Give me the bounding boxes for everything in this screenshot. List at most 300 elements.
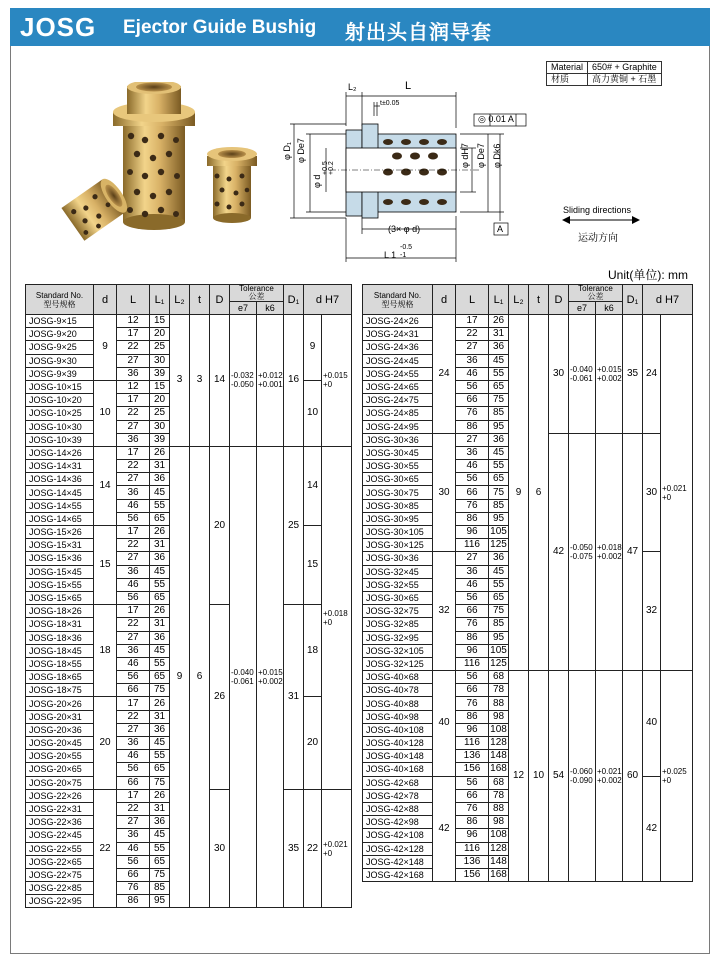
standard-no: JOSG-42×98 — [363, 816, 433, 829]
standard-no: JOSG-32×45 — [363, 565, 433, 578]
standard-no: JOSG-10×39 — [26, 433, 94, 446]
cell-dH7: 14 — [304, 446, 322, 525]
cell-L: 46 — [117, 750, 150, 763]
cell-L1: 128 — [490, 842, 507, 854]
cell-L: 46 — [117, 499, 150, 512]
cell-L1: 55 — [150, 750, 170, 763]
cell-L: 36 — [117, 367, 150, 380]
cell-L: 36 — [117, 486, 150, 499]
standard-no: JOSG-18×31 — [26, 618, 94, 631]
cell-L1: 85 — [489, 407, 509, 420]
dim-De7-right: φ De7 — [476, 143, 486, 168]
col-D1: D₁ — [284, 285, 304, 315]
standard-no: JOSG-42×108 — [363, 829, 433, 842]
standard-no: JOSG-9×30 — [26, 354, 94, 367]
cell-L1: 36 — [489, 341, 509, 354]
cell-dH7: 32 — [643, 552, 661, 671]
cell-L1: 75 — [150, 776, 170, 789]
cell-k6-lower: +0.002 — [597, 373, 622, 383]
cell-L: 56 — [456, 473, 489, 486]
cell-L: 136 — [456, 750, 489, 763]
technical-drawing — [280, 76, 540, 266]
col-e7: e7 — [569, 302, 596, 315]
cell-L1: 26 — [150, 605, 170, 618]
cell-dH7: 42 — [643, 776, 661, 882]
standard-no: JOSG-18×45 — [26, 644, 94, 657]
cell-L: 86 — [456, 420, 489, 433]
cell-e7-lower: -0.061 — [231, 677, 254, 687]
title-english: Ejector Guide Bushig — [123, 17, 317, 38]
cell-L1: 95 — [489, 420, 509, 433]
cell-fit-upper: +0.025 — [662, 767, 687, 777]
cell-L1: 168 — [490, 868, 507, 880]
cell-L1: 125 — [490, 539, 507, 551]
standard-no: JOSG-40×108 — [363, 723, 433, 736]
cell-L: 17 — [456, 315, 489, 328]
cell-D: 26 — [210, 605, 230, 790]
standard-no: JOSG-22×36 — [26, 816, 94, 829]
standard-no: JOSG-18×55 — [26, 657, 94, 670]
col-D: D — [210, 285, 230, 315]
cell-e7-lower: -0.050 — [231, 380, 254, 390]
cell-L: 36 — [456, 565, 489, 578]
standard-no: JOSG-10×20 — [26, 394, 94, 407]
cell-L1: 78 — [489, 684, 509, 697]
cell-d: 32 — [433, 552, 456, 671]
cell-dH7: 30 — [643, 433, 661, 552]
standard-no: JOSG-22×55 — [26, 842, 94, 855]
cell-L: 36 — [117, 737, 150, 750]
standard-no: JOSG-9×15 — [26, 315, 94, 328]
cell-L1: 55 — [489, 578, 509, 591]
standard-no: JOSG-9×20 — [26, 328, 94, 341]
cell-D1: 35 — [623, 315, 643, 434]
cell-fit — [322, 315, 352, 447]
material-row — [547, 62, 662, 74]
standard-no: JOSG-40×68 — [363, 671, 433, 684]
dim-d: φ d — [312, 174, 322, 188]
cell-L: 76 — [456, 697, 489, 710]
cell-L: 56 — [117, 855, 150, 868]
cell-L1: 148 — [490, 750, 507, 762]
cell-e7-upper: -0.040 — [231, 668, 254, 678]
cell-L: 27 — [117, 354, 150, 367]
standard-no: JOSG-40×168 — [363, 763, 433, 776]
standard-no: JOSG-10×15 — [26, 380, 94, 393]
cell-L1: 148 — [490, 855, 507, 867]
cell-L: 46 — [456, 460, 489, 473]
cell-L: 76 — [456, 499, 489, 512]
standard-no: JOSG-22×31 — [26, 802, 94, 815]
cell-L: 56 — [117, 591, 150, 604]
cell-k6 — [596, 433, 623, 670]
cell-L1: 98 — [489, 710, 509, 723]
standard-no: JOSG-14×45 — [26, 486, 94, 499]
standard-no: JOSG-15×45 — [26, 565, 94, 578]
cell-k6-lower: +0.002 — [597, 551, 622, 561]
bushing-tilted — [61, 175, 131, 241]
cell-L1: 55 — [489, 460, 509, 473]
cell-L: 27 — [117, 552, 150, 565]
cell-L: 46 — [117, 578, 150, 591]
cell-L1: 45 — [150, 565, 170, 578]
cell-L: 27 — [117, 631, 150, 644]
cell-L: 56 — [456, 776, 489, 789]
dim-L2: L₂ — [348, 82, 357, 92]
standard-no: JOSG-30×65 — [363, 473, 433, 486]
cell-L1: 36 — [150, 631, 170, 644]
cell-e7-upper: -0.040 — [570, 364, 593, 374]
cell-L1: 20 — [150, 394, 170, 407]
cell-L1: 26 — [150, 789, 170, 802]
cell-L: 36 — [456, 446, 489, 459]
cell-L: 17 — [117, 526, 150, 539]
cell-L: 116 — [456, 539, 489, 552]
cell-k6-upper: +0.021 — [597, 767, 622, 777]
cell-L1: 125 — [490, 657, 507, 669]
cell-L1: 30 — [150, 354, 170, 367]
cell-L1: 95 — [489, 631, 509, 644]
material-value-cn: 高力黄铜 + 石墨 — [588, 74, 662, 86]
cell-d: 30 — [433, 433, 456, 552]
cell-fit — [661, 671, 693, 882]
cell-L1: 65 — [150, 512, 170, 525]
standard-no: JOSG-14×31 — [26, 460, 94, 473]
dim-t: t±0.05 — [380, 100, 400, 107]
cell-L1: 95 — [489, 512, 509, 525]
cell-L1: 65 — [489, 591, 509, 604]
cell-fit-upper: +0.021 — [662, 483, 687, 493]
cell-L: 66 — [456, 394, 489, 407]
table-row — [26, 446, 352, 459]
col-D1: D₁ — [623, 285, 643, 315]
cell-L1: 105 — [490, 644, 507, 656]
material-table — [546, 61, 662, 86]
cell-D: 14 — [210, 315, 230, 447]
standard-no: JOSG-30×55 — [363, 460, 433, 473]
cell-L1: 36 — [150, 473, 170, 486]
cell-e7-upper: -0.050 — [570, 542, 593, 552]
standard-no: JOSG-30×45 — [363, 446, 433, 459]
cell-D: 54 — [549, 671, 569, 882]
cell-L: 36 — [456, 354, 489, 367]
cell-L1: 75 — [489, 394, 509, 407]
col-L1: L₁ — [150, 285, 170, 315]
cell-k6 — [257, 315, 284, 447]
cell-L: 12 — [117, 380, 150, 393]
cell-dH7: 18 — [304, 605, 322, 697]
col-dH7: d H7 — [643, 285, 693, 315]
standard-no: JOSG-32×105 — [363, 644, 433, 657]
col-dH7: d H7 — [304, 285, 352, 315]
col-standard-no — [26, 285, 94, 315]
standard-no: JOSG-14×65 — [26, 512, 94, 525]
cell-dH7: 22 — [304, 789, 322, 908]
cell-L: 36 — [117, 433, 150, 446]
unit-label: Unit(单位): mm — [608, 268, 688, 282]
cell-L1: 98 — [489, 816, 509, 829]
cell-L: 116 — [456, 842, 489, 855]
cell-d: 40 — [433, 671, 456, 777]
standard-no: JOSG-15×55 — [26, 578, 94, 591]
cell-L: 86 — [456, 816, 489, 829]
col-standard-en: Standard No. — [35, 290, 84, 300]
cell-L1: 26 — [150, 446, 170, 459]
standard-no: JOSG-40×78 — [363, 684, 433, 697]
cell-fit-lower: +0 — [662, 492, 672, 502]
cell-L1: 75 — [150, 868, 170, 881]
cell-D1: 25 — [284, 446, 304, 604]
cell-k6-upper: +0.018 — [597, 542, 622, 552]
cell-D1: 31 — [284, 605, 304, 790]
col-tolerance-cn: 公差 — [248, 292, 265, 301]
cell-L: 66 — [456, 789, 489, 802]
cell-L: 22 — [117, 460, 150, 473]
cell-L2: 3 — [170, 315, 190, 447]
col-t: t — [529, 285, 549, 315]
cell-L1: 55 — [150, 842, 170, 855]
material-row — [547, 74, 662, 86]
standard-no: JOSG-14×36 — [26, 473, 94, 486]
header-row — [363, 285, 693, 302]
cell-L1: 15 — [150, 380, 170, 393]
cell-L: 22 — [117, 407, 150, 420]
cell-k6-lower: +0.002 — [258, 677, 283, 687]
cell-D1: 47 — [623, 433, 643, 670]
cell-L2: 9 — [170, 446, 190, 908]
cell-L1: 26 — [150, 526, 170, 539]
cell-d: 14 — [94, 446, 117, 525]
cell-D1: 16 — [284, 315, 304, 447]
cell-L: 56 — [117, 763, 150, 776]
standard-no: JOSG-24×36 — [363, 341, 433, 354]
standard-no: JOSG-32×85 — [363, 618, 433, 631]
cell-L: 86 — [456, 710, 489, 723]
cell-L1: 55 — [150, 499, 170, 512]
standard-no: JOSG-30×125 — [363, 539, 433, 552]
cell-L: 136 — [456, 855, 489, 868]
cell-L: 56 — [117, 671, 150, 684]
cell-L1: 75 — [150, 684, 170, 697]
cell-L1: 105 — [490, 526, 507, 538]
cell-L1: 25 — [150, 341, 170, 354]
cell-L: 27 — [117, 473, 150, 486]
col-tolerance — [569, 285, 623, 302]
cell-d: 18 — [94, 605, 117, 697]
cell-L2: 12 — [509, 671, 529, 882]
standard-no: JOSG-42×68 — [363, 776, 433, 789]
standard-no: JOSG-20×26 — [26, 697, 94, 710]
standard-no: JOSG-20×65 — [26, 763, 94, 776]
cell-L: 27 — [117, 420, 150, 433]
standard-no: JOSG-20×45 — [26, 737, 94, 750]
cell-L: 76 — [117, 882, 150, 895]
cell-L: 17 — [117, 446, 150, 459]
cell-L: 96 — [456, 644, 489, 657]
cell-k6-upper: +0.015 — [258, 668, 283, 678]
dim-L1: L 1 — [384, 250, 397, 260]
cell-L: 76 — [456, 618, 489, 631]
cell-D: 20 — [210, 446, 230, 604]
cell-L: 86 — [117, 895, 150, 908]
standard-no: JOSG-40×148 — [363, 750, 433, 763]
datum-A: A — [497, 224, 504, 234]
cell-L: 86 — [456, 512, 489, 525]
col-L2: L₂ — [509, 285, 529, 315]
cell-k6 — [596, 671, 623, 882]
standard-no: JOSG-32×95 — [363, 631, 433, 644]
cell-L: 27 — [456, 552, 489, 565]
cell-e7 — [230, 446, 257, 908]
cell-L: 156 — [456, 868, 489, 881]
cell-L: 56 — [456, 380, 489, 393]
cell-L: 17 — [117, 328, 150, 341]
dim-De7: φ De7 — [296, 138, 306, 163]
col-tolerance-cn: 公差 — [587, 292, 604, 301]
col-standard-no — [363, 285, 433, 315]
cell-L1: 65 — [150, 671, 170, 684]
cell-L1: 78 — [489, 789, 509, 802]
cell-L1: 65 — [489, 473, 509, 486]
cell-L1: 31 — [150, 539, 170, 552]
col-L: L — [117, 285, 150, 315]
col-standard-en: Standard No. — [373, 290, 422, 300]
col-L1: L₁ — [489, 285, 509, 315]
cell-L: 36 — [117, 829, 150, 842]
standard-no: JOSG-32×55 — [363, 578, 433, 591]
cell-L1: 85 — [489, 618, 509, 631]
standard-no: JOSG-40×128 — [363, 737, 433, 750]
cell-d: 22 — [94, 789, 117, 908]
standard-no: JOSG-15×36 — [26, 552, 94, 565]
cell-L1: 45 — [150, 644, 170, 657]
cell-L: 27 — [117, 723, 150, 736]
spec-table-left — [25, 284, 352, 908]
sliding-arrow-icon — [562, 214, 640, 226]
cell-L1: 36 — [489, 433, 509, 446]
col-tolerance — [230, 285, 284, 302]
cell-fit-lower: +0 — [323, 617, 333, 627]
table-row — [26, 315, 352, 328]
cell-L1: 36 — [150, 816, 170, 829]
dim-L1-upper: -0.5 — [400, 244, 413, 251]
cell-L: 76 — [456, 802, 489, 815]
standard-no: JOSG-22×85 — [26, 882, 94, 895]
concentricity-tolerance: ◎ 0.01 A — [478, 114, 514, 124]
cell-t: 6 — [529, 315, 549, 671]
standard-no: JOSG-24×85 — [363, 407, 433, 420]
cell-L: 56 — [456, 671, 489, 684]
standard-no: JOSG-30×95 — [363, 512, 433, 525]
cell-L1: 15 — [150, 315, 170, 328]
standard-no: JOSG-9×25 — [26, 341, 94, 354]
cell-L1: 39 — [150, 367, 170, 380]
cell-L: 66 — [456, 605, 489, 618]
standard-no: JOSG-30×36 — [363, 433, 433, 446]
standard-no: JOSG-22×26 — [26, 789, 94, 802]
cell-fit-lower: +0 — [323, 848, 333, 858]
cell-L1: 36 — [150, 552, 170, 565]
page-header — [10, 8, 710, 46]
dim-d-upper: +0.5 — [322, 161, 329, 175]
cell-L1: 65 — [150, 855, 170, 868]
dim-L1-lower: -1 — [400, 252, 407, 259]
standard-no: JOSG-24×65 — [363, 380, 433, 393]
standard-no: JOSG-24×45 — [363, 354, 433, 367]
cell-L: 116 — [456, 657, 489, 670]
cell-L: 22 — [117, 618, 150, 631]
cell-k6-lower: +0.002 — [597, 776, 622, 786]
cell-k6-upper: +0.012 — [258, 371, 283, 381]
cell-L: 22 — [117, 802, 150, 815]
cell-fit-lower: +0 — [323, 380, 333, 390]
standard-no: JOSG-18×75 — [26, 684, 94, 697]
cell-L1: 75 — [489, 605, 509, 618]
cell-k6-lower: +0.001 — [258, 380, 283, 390]
cell-fit-upper: +0.015 — [323, 371, 348, 381]
dim-L: L — [405, 80, 412, 92]
col-tolerance-en: Tolerance — [239, 284, 274, 293]
cell-d: 42 — [433, 776, 456, 882]
cell-L1: 88 — [489, 802, 509, 815]
cell-fit-lower: +0 — [662, 776, 672, 786]
cell-L1: 26 — [150, 697, 170, 710]
standard-no: JOSG-24×75 — [363, 394, 433, 407]
cell-L2: 9 — [509, 315, 529, 671]
cell-e7-lower: -0.075 — [570, 551, 593, 561]
col-standard-cn: 型号规格 — [381, 299, 414, 309]
cell-dH7: 9 — [304, 315, 322, 381]
cell-t: 6 — [190, 446, 210, 908]
cell-L1: 36 — [150, 723, 170, 736]
cell-L: 36 — [117, 565, 150, 578]
material-label: Material — [547, 62, 588, 74]
standard-no: JOSG-40×98 — [363, 710, 433, 723]
dim-D1: φ D₁ — [282, 142, 292, 160]
cell-L: 17 — [117, 605, 150, 618]
standard-no: JOSG-32×125 — [363, 657, 433, 670]
cell-L: 22 — [117, 710, 150, 723]
cell-dH7: 15 — [304, 526, 322, 605]
dim-3d: (3× φ d) — [388, 224, 421, 234]
standard-no: JOSG-22×75 — [26, 868, 94, 881]
cell-L: 96 — [456, 723, 489, 736]
title-chinese: 射出头自润导套 — [345, 22, 492, 44]
standard-no: JOSG-42×78 — [363, 789, 433, 802]
col-standard-cn: 型号规格 — [43, 299, 76, 309]
cell-L: 66 — [117, 684, 150, 697]
cell-d: 10 — [94, 380, 117, 446]
standard-no: JOSG-42×168 — [363, 868, 433, 881]
sliding-label-en: Sliding directions — [563, 205, 632, 215]
cell-d: 20 — [94, 697, 117, 789]
col-e7: e7 — [230, 302, 257, 315]
cell-L: 17 — [117, 394, 150, 407]
cell-L1: 65 — [150, 591, 170, 604]
dim-Dk6: φ Dk6 — [492, 143, 502, 168]
cell-d: 24 — [433, 315, 456, 434]
product-photo — [55, 82, 285, 242]
cell-L1: 39 — [150, 433, 170, 446]
cell-fit — [661, 315, 693, 671]
standard-no: JOSG-14×55 — [26, 499, 94, 512]
cell-L1: 45 — [150, 486, 170, 499]
standard-no: JOSG-32×75 — [363, 605, 433, 618]
standard-no: JOSG-30×75 — [363, 486, 433, 499]
cell-fit-upper: +0.018 — [323, 608, 348, 618]
col-d: d — [94, 285, 117, 315]
cell-L: 17 — [117, 697, 150, 710]
